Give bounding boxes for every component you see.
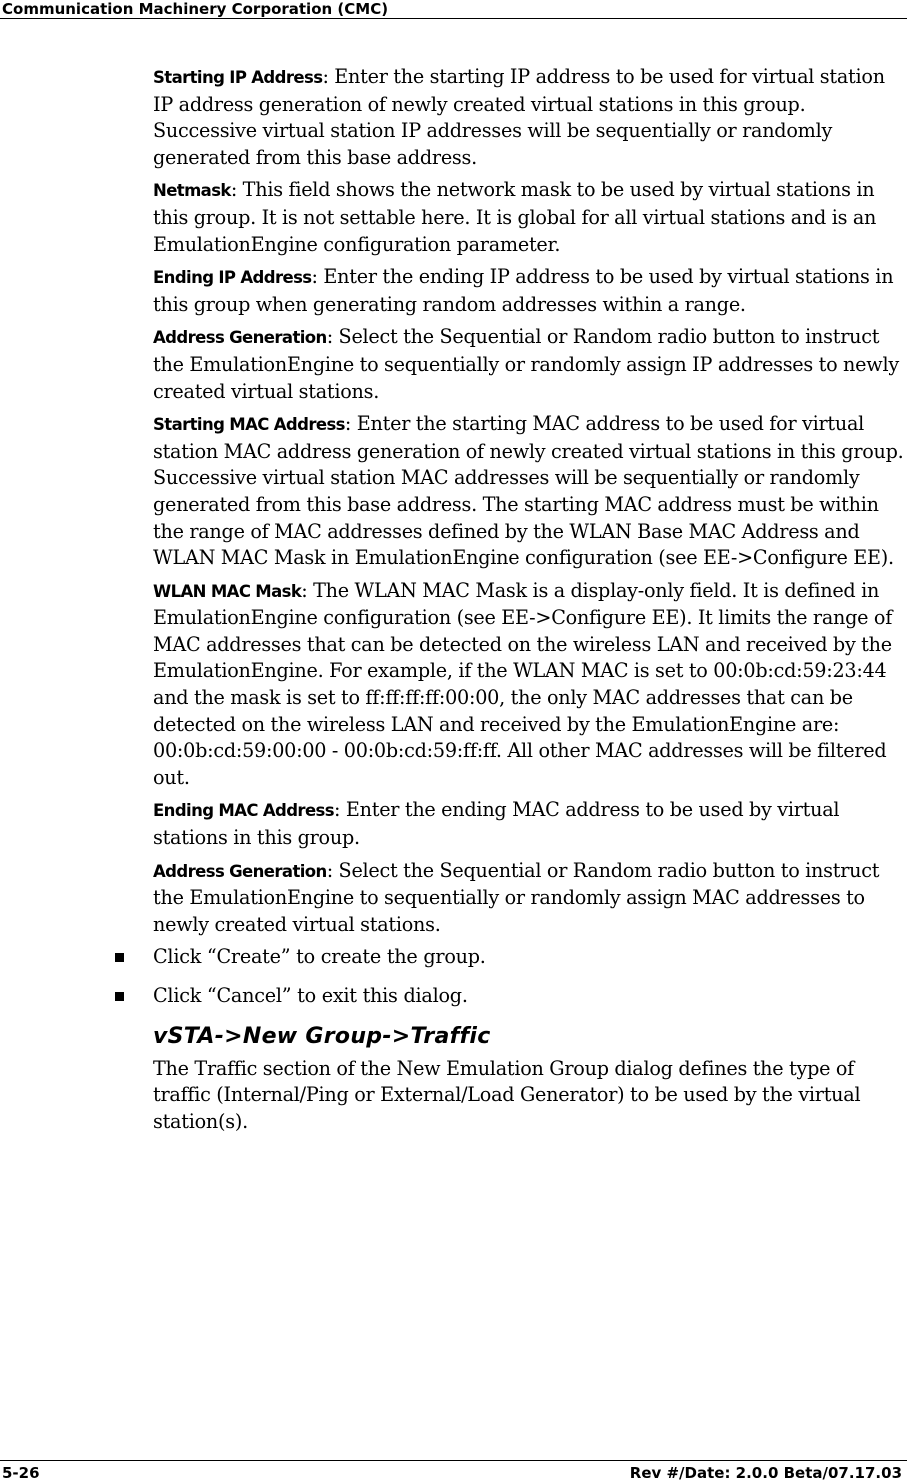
field-text: : Enter the starting IP address to be used for virtual station IP address generation of newly created virtual stations in this group. Successive virtual station IP addresses will be sequentially or randomly generated from this base address. [153,65,885,169]
field-description-netmask [153,177,905,258]
field-description-ending-mac [153,797,905,851]
instruction-list [153,944,905,1009]
instruction-item-create [153,944,905,971]
field-description-starting-ip [153,64,905,171]
footer-rule [0,1460,907,1461]
field-text: : Enter the ending MAC address to be used by virtual stations in this group. [153,798,840,850]
instruction-text: Click “Cancel” to exit this dialog. [153,984,468,1007]
field-term: Address Generation [153,328,327,348]
instruction-text: Click “Create” to create the group. [153,945,486,969]
header-rule [0,18,907,19]
field-description-starting-mac [153,411,905,572]
instruction-item-cancel [153,983,905,1010]
field-text: : Enter the ending IP address to be used by virtual stations in this group when generating random addresses within a range. [153,265,894,316]
main-content [153,64,905,1141]
page-number: 5-26 [2,1464,40,1482]
field-term: Netmask [153,181,231,201]
square-bullet-icon [115,992,124,1001]
running-header: Communication Machinery Corporation (CMC) [2,0,389,18]
field-text: : The WLAN MAC Mask is a display-only field. It is defined in EmulationEngine configuration (see EE->Configure EE). It limits the range of MAC addresses that can be detected on the wireless LAN and received by the EmulationEngine. For example, if the WLAN MAC is set to 00:0b:cd:59:23:44 and the mask is set to ff:ff:ff:ff:00:00, the only MAC addresses that can be detected on the wireless LAN and received by the EmulationEngine are: 00:0b:cd:59:00:00 - 00:0b:cd:59:ff:ff. All other MAC addresses will be filtered out. [153,578,893,789]
square-bullet-icon [115,953,124,962]
field-description-wlan-mac-mask [153,578,905,792]
field-term: Address Generation [153,861,327,881]
field-description-ending-ip [153,264,905,318]
field-description-mac-address-generation [153,858,905,939]
field-text: : This field shows the network mask to be used by virtual stations in this group. It is not settable here. It is global for all virtual stations and is an EmulationEngine configuration parameter. [153,178,877,256]
field-description-ip-address-generation [153,324,905,405]
revision-info: Rev #/Date: 2.0.0 Beta/07.17.03 [629,1464,902,1482]
field-text: : Select the Sequential or Random radio button to instruct the EmulationEngine to sequentially or randomly assign MAC addresses to newly created virtual stations. [153,858,880,936]
field-text: : Select the Sequential or Random radio button to instruct the EmulationEngine to sequentially or randomly assign IP addresses to newly created virtual stations. [153,325,899,403]
field-term: Ending IP Address [153,268,312,288]
field-term: Starting IP Address [153,68,323,87]
field-text: : Enter the starting MAC address to be used for virtual station MAC address generation of newly created virtual stations in this group. Successive virtual station MAC addresses will be sequentially or randomly generated from this base address. The starting MAC address must be within the range of MAC addresses defined by the WLAN Base MAC Address and WLAN MAC Mask in EmulationEngine configuration (see EE->Configure EE). [153,412,904,570]
section-body: The Traffic section of the New Emulation Group dialog defines the type of traffic (Internal/Ping or External/Load Generator) to be used by the virtual station(s). [153,1056,861,1133]
field-term: WLAN MAC Mask [153,581,302,601]
field-term: Starting MAC Address [153,415,345,435]
section-heading: vSTA->New Group->Traffic [153,1023,491,1049]
field-term: Ending MAC Address [153,801,334,821]
